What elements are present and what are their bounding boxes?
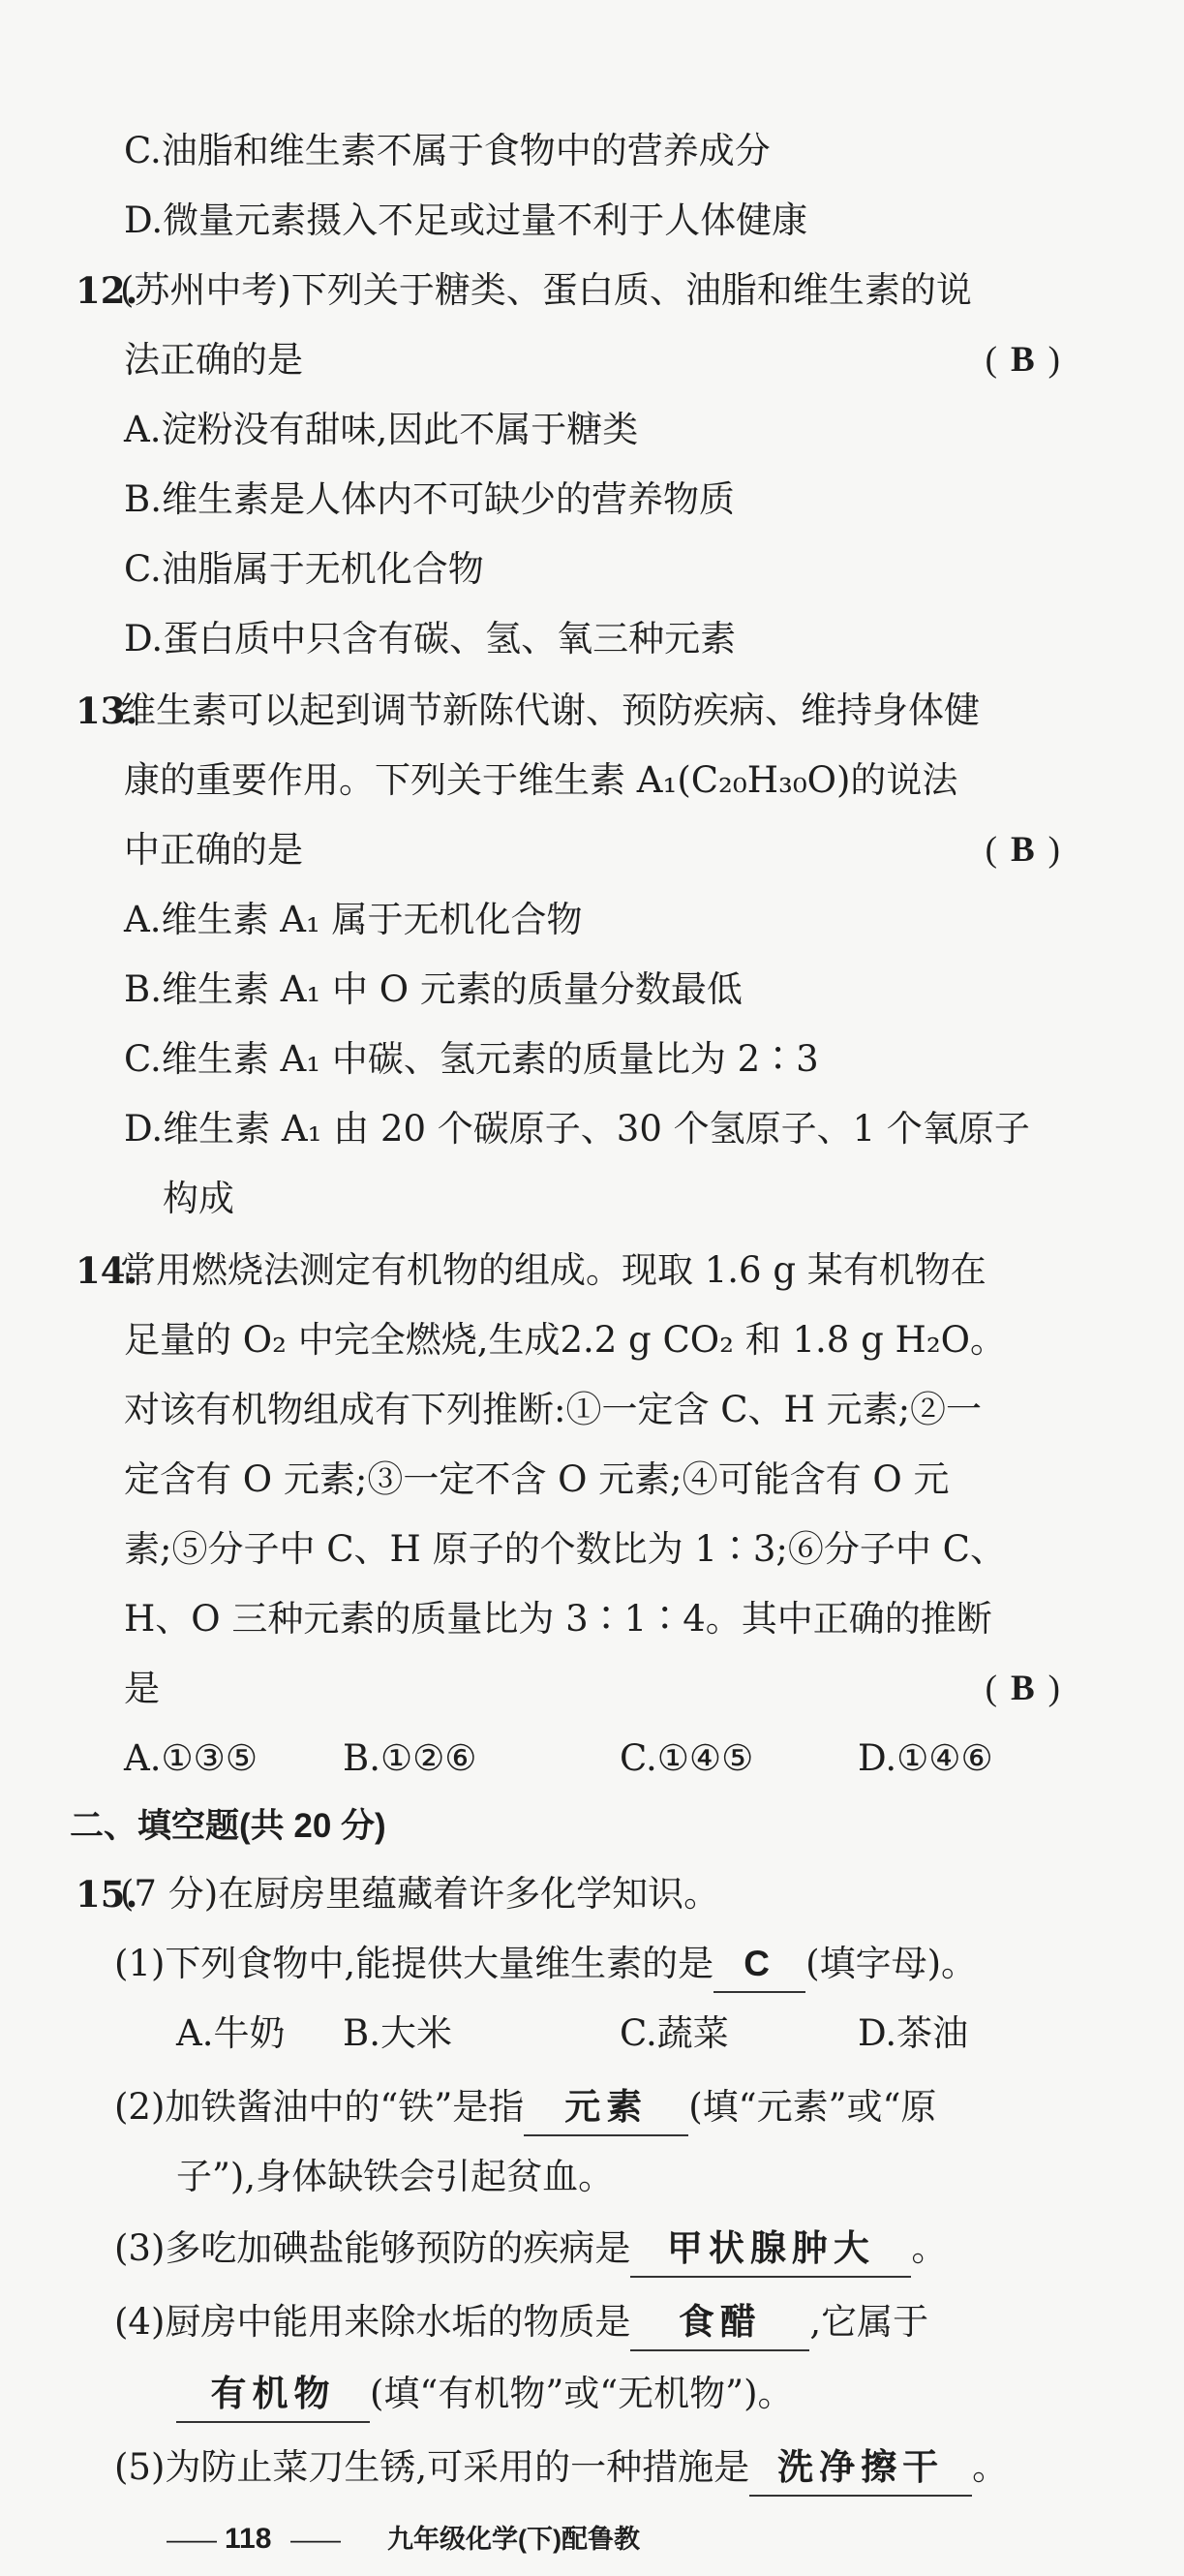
q14-option-b: B.①②⑥: [343, 1737, 477, 1779]
q15-part-1-option-d: D.茶油: [858, 2012, 969, 2054]
q14-stem-line-5: [0, 1515, 1184, 1584]
q15-part-2-answer: 元素: [524, 2080, 688, 2136]
q14-stem-2: 足量的 O₂ 中完全燃烧,生成2.2 g CO₂ 和 1.8 g H₂O。: [124, 1319, 1006, 1361]
section-2-heading-row: [0, 1792, 1184, 1861]
q14-answer: B: [1010, 1669, 1035, 1708]
q15-part-4-answer-1: 食醋: [630, 2295, 809, 2351]
q15-part-4: [114, 2287, 928, 2357]
q15-part-5: [114, 2433, 1008, 2502]
section-2-title: 二、填空题(共 20 分): [70, 1807, 386, 1845]
q15-part-3-suffix: 。: [911, 2227, 948, 2269]
q13-option-d-row-2: [0, 1164, 1184, 1234]
q11-option-c: C.油脂和维生素不属于食物中的营养成分: [124, 130, 771, 171]
q15-part-1-suffix: (填字母)。: [805, 1943, 978, 1984]
q15-part-5-prompt: (5)为防止菜刀生锈,可采用的一种措施是: [114, 2446, 750, 2488]
q14-stem-4: 定含有 O 元素;③一定不含 O 元素;④可能含有 O 元: [124, 1458, 950, 1500]
q13-stem-line-3: [0, 815, 1184, 885]
q12-stem-2: 法正确的是: [124, 339, 303, 381]
q15-part-1-options-row: [0, 1999, 1184, 2069]
q11-option-d: D.微量元素摄入不足或过量不利于人体健康: [124, 199, 808, 241]
q11-option-c-row: [0, 116, 1184, 186]
q13-answer: B: [1010, 830, 1035, 870]
q12-option-a: A.淀粉没有甜味,因此不属于糖类: [124, 409, 639, 450]
q15-part-1-answer: C: [713, 1937, 805, 1993]
q15-part-2-row: [0, 2072, 1184, 2142]
q12-stem-line-2: [0, 325, 1184, 395]
q15-stem: (7 分)在厨房里蕴藏着许多化学知识。: [120, 1873, 720, 1915]
q12-option-b: B.维生素是人体内不可缺少的营养物质: [124, 478, 735, 520]
q14-stem-line-6: [0, 1584, 1184, 1654]
q15-part-2-row-2: [0, 2142, 1184, 2212]
q15-part-5-row: [0, 2433, 1184, 2502]
q15-part-3-answer: 甲状腺肿大: [630, 2222, 911, 2278]
q13-option-d-2: 构成: [163, 1178, 234, 1219]
q13-option-c: C.维生素 A₁ 中碳、氢元素的质量比为 2∶3: [124, 1038, 819, 1080]
q14-stem-line-2: [0, 1305, 1184, 1375]
q15-part-1-row: [0, 1929, 1184, 1999]
footer-dash-left: ——: [167, 2525, 217, 2554]
q15-part-4-middle: ,它属于: [809, 2301, 929, 2343]
page-number: 118: [225, 2523, 272, 2555]
q14-option-c: C.①④⑤: [620, 1737, 754, 1779]
q13-option-a-row: [0, 885, 1184, 955]
q13-option-d-1: D.维生素 A₁ 由 20 个碳原子、30 个氢原子、1 个氧原子: [124, 1108, 1030, 1150]
q11-option-d-row: [0, 186, 1184, 256]
q12-answer-bracket: ( B ): [985, 340, 1060, 380]
q15-stem-row: [0, 1859, 1184, 1929]
q12-option-d-row: [0, 604, 1184, 674]
q13-option-a: A.维生素 A₁ 属于无机化合物: [124, 899, 583, 940]
q14-stem-6: H、O 三种元素的质量比为 3∶1∶4。其中正确的推断: [124, 1598, 992, 1640]
q12-stem-line-1: [0, 256, 1184, 325]
q13-option-d-row: [0, 1094, 1184, 1164]
q15-part-4-suffix: (填“有机物”或“无机物”)。: [370, 2373, 794, 2414]
q12-stem-1: (苏州中考)下列关于糖类、蛋白质、油脂和维生素的说: [120, 269, 972, 311]
q15-part-2-suffix: (填“元素”或“原: [688, 2086, 937, 2128]
q12-option-c-row: [0, 535, 1184, 604]
q15-part-2-prompt: (2)加铁酱油中的“铁”是指: [114, 2086, 525, 2128]
q15-part-1-option-b: B.大米: [343, 2012, 452, 2054]
q15-part-4-row: [0, 2287, 1184, 2357]
page-footer: [0, 2510, 1184, 2568]
q14-stem-7: 是: [124, 1668, 160, 1709]
q14-stem-line-3: [0, 1375, 1184, 1445]
q13-stem-3: 中正确的是: [124, 829, 303, 871]
q15-number: 15.: [76, 1873, 138, 1916]
q14-answer-bracket: ( B ): [985, 1669, 1060, 1708]
q13-stem-1: 维生素可以起到调节新陈代谢、预防疾病、维持身体健: [120, 690, 980, 731]
q13-stem-line-1: [0, 676, 1184, 746]
q15-part-3-row: [0, 2214, 1184, 2284]
q15-part-4-row-2: [0, 2359, 1184, 2429]
q15-part-1: [114, 1929, 977, 1999]
q14-option-a: A.①③⑤: [124, 1737, 258, 1779]
q15-part-1-option-a: A.牛奶: [176, 2012, 286, 2054]
q15-part-4-prompt: (4)厨房中能用来除水垢的物质是: [114, 2301, 631, 2343]
q15-part-2-continued: 子”),身体缺铁会引起贫血。: [176, 2156, 615, 2197]
q14-stem-5: 素;⑤分子中 C、H 原子的个数比为 1∶3;⑥分子中 C、: [124, 1528, 1006, 1570]
q15-part-2: [114, 2072, 936, 2142]
q15-part-5-suffix: 。: [972, 2446, 1009, 2488]
q14-stem-line-7: [0, 1654, 1184, 1724]
q14-stem-line-1: [0, 1236, 1184, 1305]
q14-stem-3: 对该有机物组成有下列推断:①一定含 C、H 元素;②一: [124, 1389, 983, 1430]
q12-option-a-row: [0, 395, 1184, 465]
q15-part-3-prompt: (3)多吃加碘盐能够预防的疾病是: [114, 2227, 631, 2269]
q12-option-b-row: [0, 465, 1184, 535]
q13-number: 13.: [76, 690, 138, 732]
q13-stem-2: 康的重要作用。下列关于维生素 A₁(C₂₀H₃₀O)的说法: [124, 759, 958, 801]
q12-option-d: D.蛋白质中只含有碳、氢、氧三种元素: [124, 618, 737, 659]
q12-option-c: C.油脂属于无机化合物: [124, 548, 484, 590]
q15-part-1-prompt: (1)下列食物中,能提供大量维生素的是: [114, 1943, 714, 1984]
q12-answer: B: [1010, 340, 1035, 380]
q15-part-1-option-c: C.蔬菜: [620, 2012, 729, 2054]
q15-part-4-continued: [176, 2359, 794, 2429]
q12-number: 12.: [76, 269, 138, 312]
q14-stem-1: 常用燃烧法测定有机物的组成。现取 1.6 g 某有机物在: [120, 1249, 987, 1291]
footer-dash-right: ——: [290, 2525, 341, 2554]
q13-option-c-row: [0, 1025, 1184, 1094]
q14-option-d: D.①④⑥: [858, 1737, 993, 1779]
book-title: 九年级化学(下)配鲁教: [387, 2525, 640, 2554]
q13-answer-bracket: ( B ): [985, 830, 1060, 870]
q14-number: 14.: [76, 1249, 138, 1292]
q13-stem-line-2: [0, 746, 1184, 815]
q14-options-row: [0, 1724, 1184, 1794]
q13-option-b-row: [0, 955, 1184, 1025]
q15-part-5-answer: 洗净擦干: [749, 2440, 972, 2497]
q15-part-3: [114, 2214, 947, 2284]
q14-stem-line-4: [0, 1445, 1184, 1515]
q15-part-4-answer-2: 有机物: [176, 2367, 370, 2423]
q13-option-b: B.维生素 A₁ 中 O 元素的质量分数最低: [124, 968, 743, 1010]
